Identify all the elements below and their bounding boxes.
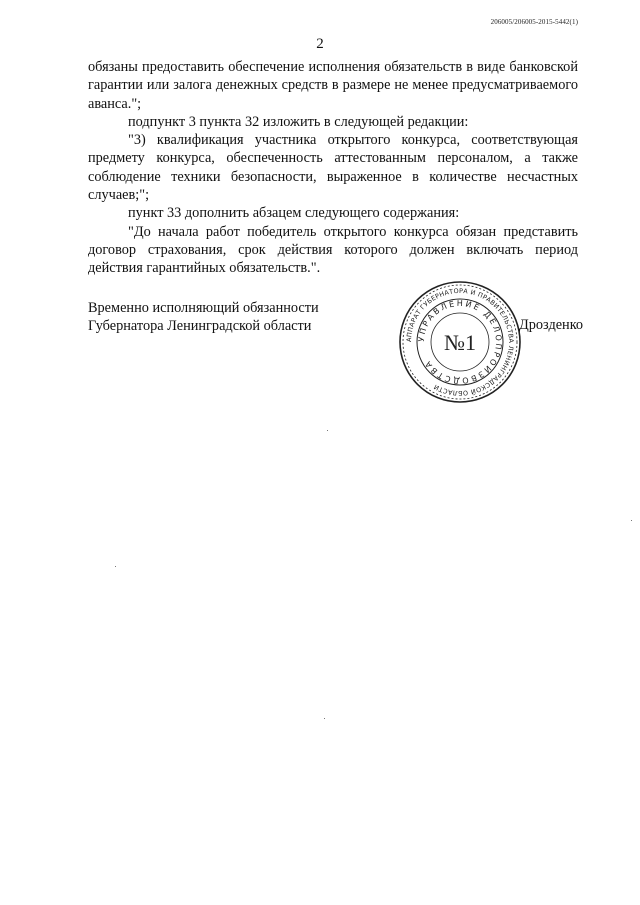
paragraph: пункт 33 дополнить абзацем следующего содержания: [128,205,460,222]
paragraph: подпункт 3 пункта 32 изложить в следующей редакции: [128,113,469,130]
scan-speck [115,566,116,567]
scan-speck [324,718,325,719]
signatory-name: Дрозденко [519,317,584,333]
paragraph: обязаны предоставить обеспечение исполнения обязательств в виде банковской гарантии или залога денежных средств в размере не менее предусматриваемого аванса."; [88,59,578,112]
paragraph: "До начала работ победитель открытого конкурса обязан представить договор страхования, срок действия которого должен включать период действия гарантийных обязательств.". [88,223,578,277]
scan-speck [631,520,632,521]
paragraph: "3) квалификация участника открытого конкурса, соответствующая предмету конкурса, обеспеченность аттестованным персоналом, а также соблюдение техники безопасности, выраженное в количестве несчастных случаев;"; [88,132,578,204]
signatory-title-line1: Временно исполняющий обязанности [88,300,319,316]
page-number: 2 [316,36,324,52]
official-seal [398,280,522,404]
document-id: 206005/206005-2015-5442(1) [490,18,578,26]
seal-center-text: №1 [444,330,476,355]
seal-outer-text: АППАРАТ ГУБЕРНАТОРА И ПРАВИТЕЛЬСТВА ЛЕНИНГРАДСКОЙ ОБЛАСТИ [404,286,516,398]
signatory-title-line2: Губернатора Ленинградской области [88,318,312,335]
document-body [88,58,578,278]
signature-block [88,299,319,336]
seal-inner-text: УПРАВЛЕНИЕ ДЕЛОПРОИЗВОДСТВА [416,298,504,386]
scan-speck [327,430,328,431]
